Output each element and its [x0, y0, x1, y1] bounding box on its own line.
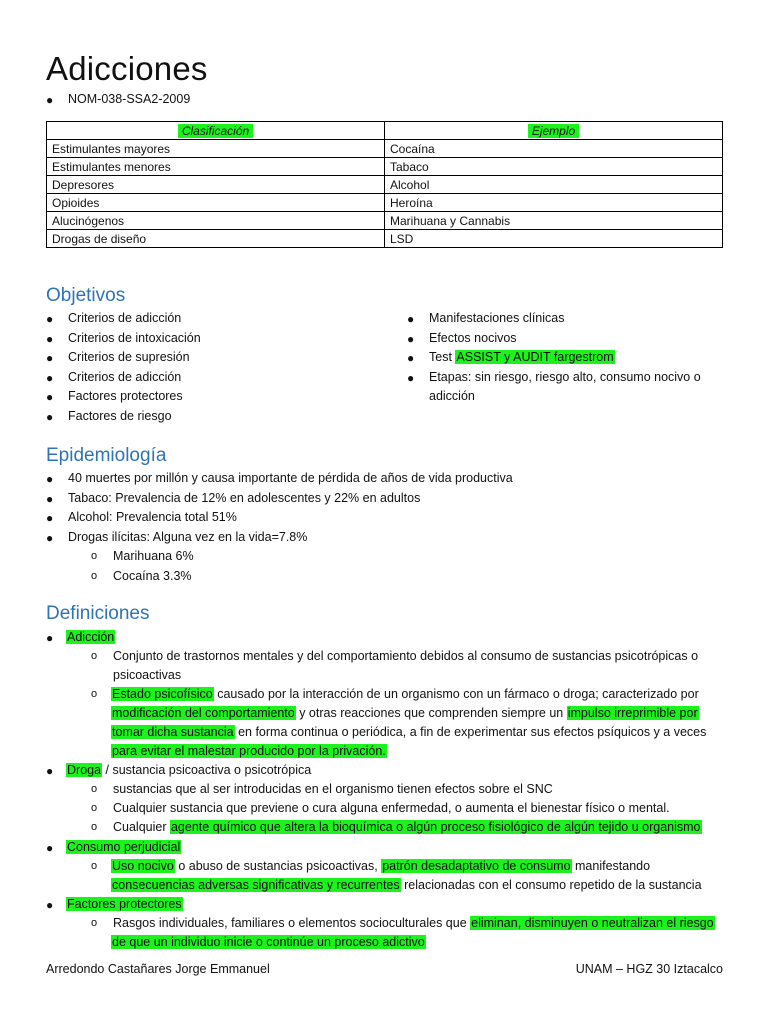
section-heading-epidemiologia: Epidemiología [46, 445, 167, 466]
definition-text: Cualquier sustancia que previene o cura alguna enfermedad, o aumenta el bienestar físico o mental. [113, 801, 670, 815]
table-header-cell: Clasificación [47, 122, 385, 140]
sub-bullet: o [91, 550, 98, 562]
bullet-dot: ● [46, 93, 54, 107]
bullet-dot: ● [407, 371, 415, 385]
list-item: Factores de riesgo [68, 409, 172, 423]
table-cell: Tabaco [385, 158, 723, 176]
bullet-dot: ● [46, 492, 54, 506]
norm-reference: NOM-038-SSA2-2009 [68, 92, 191, 106]
definition-text: Conjunto de trastornos mentales y del comportamiento debidos al consumo de sustancias psicotrópicas o [113, 649, 699, 663]
section-heading-definiciones: Definiciones [46, 603, 150, 624]
table-header-cell: Ejemplo [385, 122, 723, 140]
table-row [47, 230, 723, 248]
bullet-dot: ● [407, 312, 415, 326]
table-cell: Depresores [47, 176, 385, 194]
list-item: Criterios de intoxicación [68, 331, 201, 345]
definition-text: para evitar el malestar producido por la privación. [112, 744, 386, 758]
list-item: Factores protectores [68, 389, 183, 403]
table-row [47, 176, 723, 194]
definition-term: Factores protectores [67, 897, 182, 911]
bullet-dot: ● [46, 390, 54, 404]
sub-list-item: Cocaína 3.3% [113, 569, 192, 583]
table-cell: Marihuana y Cannabis [385, 212, 723, 230]
table-header-row [47, 122, 723, 140]
list-item: Manifestaciones clínicas [429, 311, 565, 325]
definition-text: modificación del comportamiento y otras reacciones que comprenden siempre un impulso irreprimible por [112, 706, 698, 720]
definition-text: Cualquier agente químico que altera la bioquímica o algún proceso fisiológico de algún tejido u organismo [113, 820, 701, 834]
table-cell: Drogas de diseño [47, 230, 385, 248]
sub-bullet: o [91, 917, 98, 929]
table-cell: LSD [385, 230, 723, 248]
definition-text: de que un individuo inicie o continúe un proceso adictivo [112, 935, 425, 949]
bullet-dot: ● [407, 351, 415, 365]
footer-institution: UNAM – HGZ 30 Iztacalco [575, 962, 723, 976]
sub-bullet: o [91, 783, 98, 795]
definition-text: Uso nocivo o abuso de sustancias psicoactivas, patrón desadaptativo de consumo manifestando [112, 859, 651, 873]
sub-bullet: o [91, 860, 98, 872]
list-item: Alcohol: Prevalencia total 51% [68, 510, 237, 524]
definition-term: Consumo perjudicial [67, 840, 181, 854]
bullet-dot: ● [46, 332, 54, 346]
bullet-dot: ● [46, 371, 54, 385]
sub-bullet: o [91, 650, 98, 662]
sub-bullet: o [91, 570, 98, 582]
table-cell: Estimulantes menores [47, 158, 385, 176]
sub-bullet: o [91, 802, 98, 814]
definition-term: Droga / sustancia psicoactiva o psicotrópica [67, 763, 312, 777]
list-item: Tabaco: Prevalencia de 12% en adolescentes y 22% en adultos [68, 491, 421, 505]
bullet-dot: ● [46, 631, 54, 645]
bullet-dot: ● [46, 511, 54, 525]
page-title: Adicciones [46, 50, 208, 87]
list-item: Criterios de adicción [68, 370, 182, 384]
bullet-dot: ● [46, 841, 54, 855]
list-item: 40 muertes por millón y causa importante de pérdida de años de vida productiva [68, 471, 513, 485]
table-row [47, 194, 723, 212]
list-item: Efectos nocivos [429, 331, 517, 345]
definition-text: tomar dicha sustancia en forma continua o periódica, a fin de experimentar sus efectos psíquicos y a veces [112, 725, 707, 739]
sub-bullet: o [91, 688, 98, 700]
bullet-dot: ● [46, 531, 54, 545]
bullet-dot: ● [46, 410, 54, 424]
table-row [47, 212, 723, 230]
table-row [47, 140, 723, 158]
list-item: Criterios de supresión [68, 350, 190, 364]
table-cell: Alcohol [385, 176, 723, 194]
bullet-dot: ● [407, 332, 415, 346]
table-cell: Estimulantes mayores [47, 140, 385, 158]
bullet-dot: ● [46, 472, 54, 486]
section-heading-objetivos: Objetivos [46, 285, 126, 306]
table-cell: Alucinógenos [47, 212, 385, 230]
list-item-continuation: adicción [429, 389, 475, 403]
bullet-dot: ● [46, 898, 54, 912]
footer-author: Arredondo Castañares Jorge Emmanuel [46, 962, 270, 976]
definition-text: sustancias que al ser introducidas en el organismo tienen efectos sobre el SNC [113, 782, 553, 796]
list-item: Drogas ilícitas: Alguna vez en la vida=7.8% [68, 530, 308, 544]
definition-term: Adicción [67, 630, 115, 644]
table-cell: Opioides [47, 194, 385, 212]
table-cell: Heroína [385, 194, 723, 212]
definition-text: Estado psicofísico causado por la interacción de un organismo con un fármaco o droga; caracterizado por [112, 687, 699, 701]
definition-text: Rasgos individuales, familiares o elementos socioculturales que eliminan, disminuyen o neutralizan el riesgo [113, 916, 714, 930]
sub-list-item: Marihuana 6% [113, 549, 194, 563]
sub-bullet: o [91, 821, 98, 833]
bullet-dot: ● [46, 351, 54, 365]
list-item: Test ASSIST y AUDIT fargestrom [429, 350, 614, 364]
bullet-dot: ● [46, 764, 54, 778]
list-item: Criterios de adicción [68, 311, 182, 325]
table-row [47, 158, 723, 176]
bullet-dot: ● [46, 312, 54, 326]
list-item: Etapas: sin riesgo, riesgo alto, consumo nocivo o [429, 370, 701, 384]
classification-table [46, 121, 723, 248]
definition-text: psicoactivas [113, 668, 182, 682]
definition-text: consecuencias adversas significativas y recurrentes relacionadas con el consumo repetido de la sustancia [112, 878, 702, 892]
table-cell: Cocaína [385, 140, 723, 158]
